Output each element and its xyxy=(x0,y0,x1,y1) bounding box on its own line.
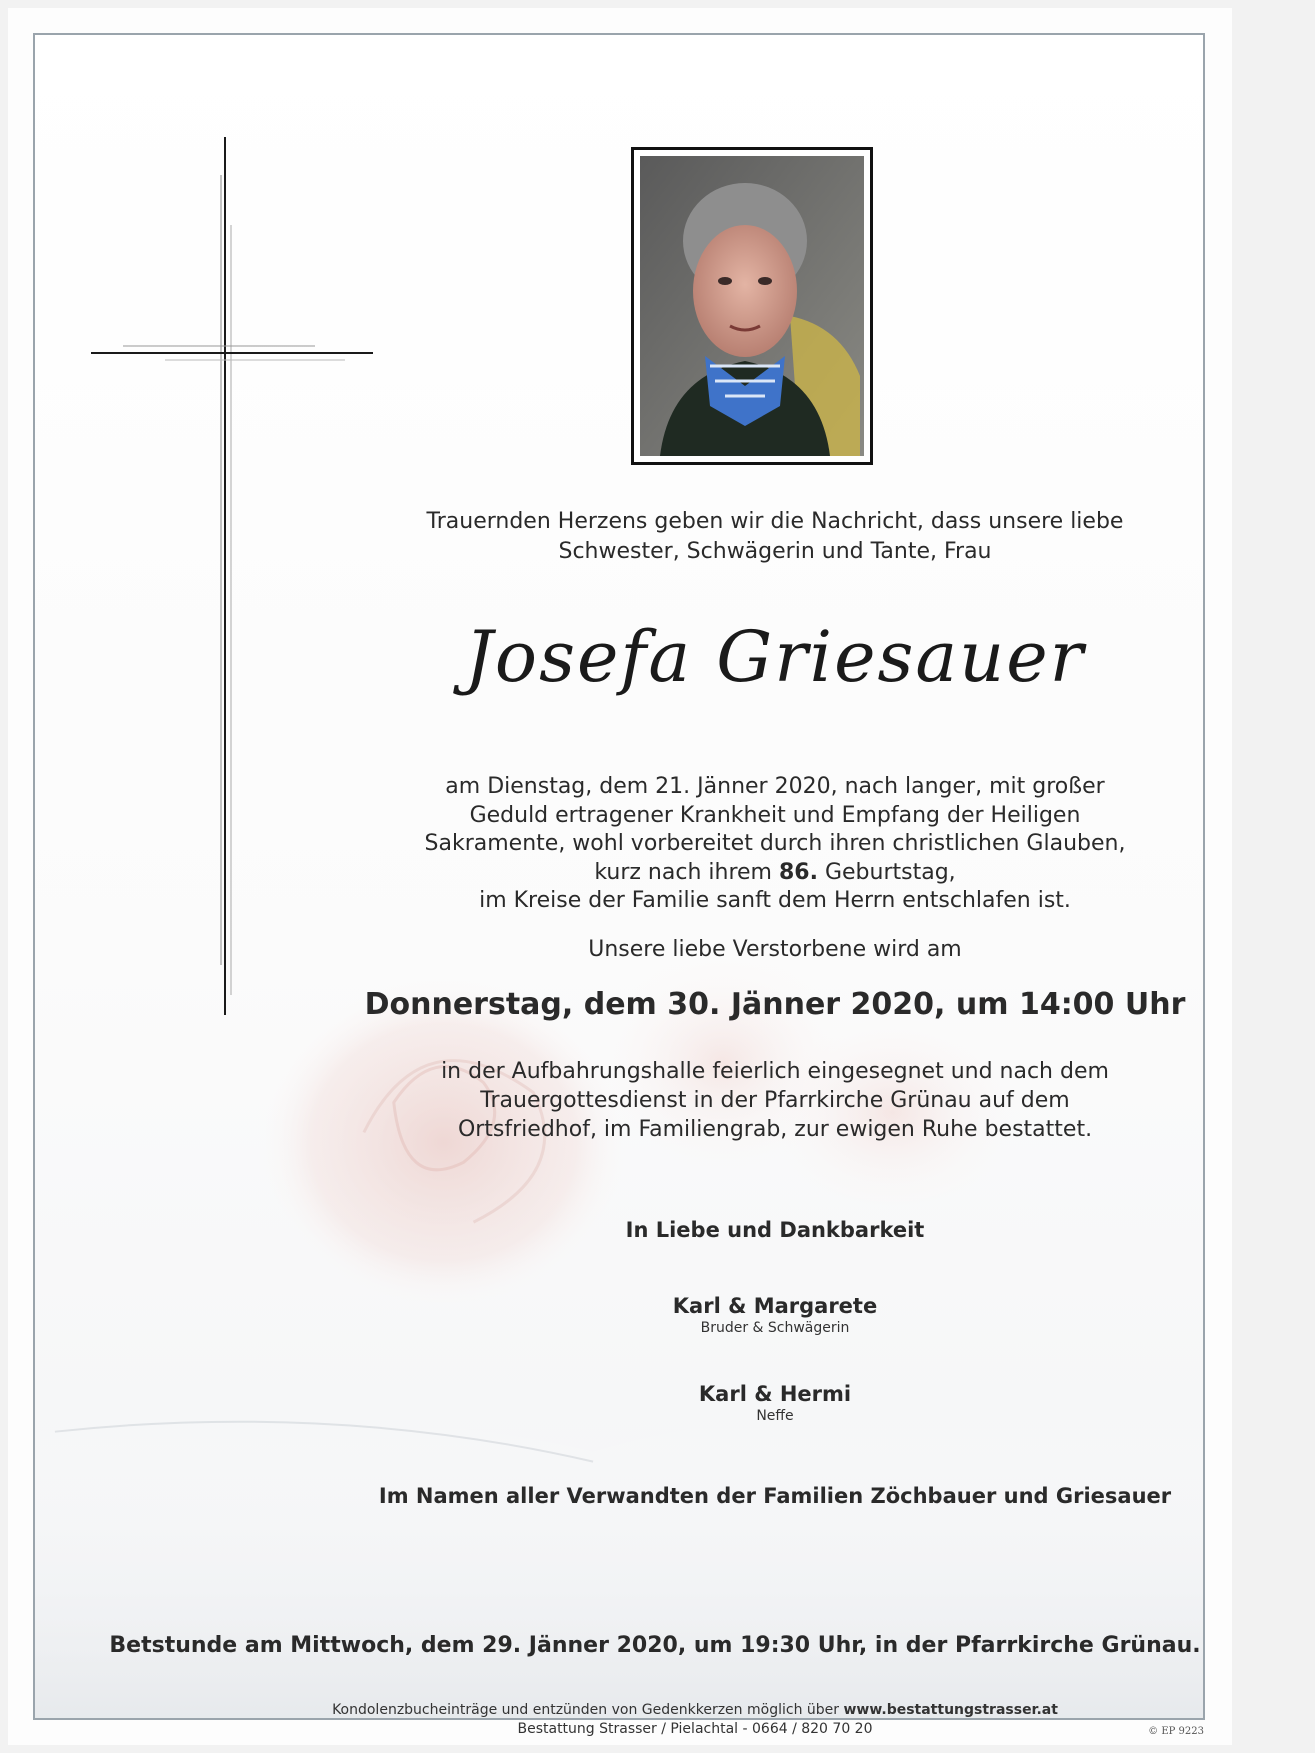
mourner-entry xyxy=(335,1381,1215,1425)
obituary-sheet xyxy=(8,8,1232,1745)
portrait-photo xyxy=(631,147,873,465)
ceremony-line: in der Aufbahrungshalle feierlich eingesegnet und nach dem xyxy=(441,1059,1109,1084)
footer-url-link[interactable]: www.bestattungstrasser.at xyxy=(843,1702,1058,1718)
print-code: © EP 9223 xyxy=(1148,1726,1204,1737)
prayer-hour-line: Betstunde am Mittwoch, dem 29. Jänner 2020, um 19:30 Uhr, in der Pfarrkirche Grünau. xyxy=(109,1633,1201,1658)
details-line: im Kreise der Familie sanft dem Herrn entschlafen ist. xyxy=(479,888,1071,913)
intro-line: Schwester, Schwägerin und Tante, Frau xyxy=(558,539,992,564)
details-line: am Dienstag, dem 21. Jänner 2020, nach langer, mit großer xyxy=(445,774,1105,799)
funeral-date: Donnerstag, dem 30. Jänner 2020, um 14:00 Uhr xyxy=(364,987,1186,1022)
details-line: Geduld ertragener Krankheit und Empfang der Heiligen xyxy=(469,802,1081,828)
mourner-name: Karl & Hermi xyxy=(698,1382,852,1406)
portrait-image xyxy=(640,156,864,456)
footer-line: Bestattung Strasser / Pielachtal - 0664 / 820 70 20 xyxy=(517,1721,873,1737)
ceremony-line: Ortsfriedhof, im Familiengrab, zur ewigen Ruhe bestattet. xyxy=(457,1117,1093,1142)
intro-line: Trauernden Herzens geben wir die Nachricht, dass unsere liebe xyxy=(426,509,1124,534)
mourner-name: Karl & Margarete xyxy=(672,1294,878,1318)
details-text: kurz nach ihrem xyxy=(594,859,779,885)
deceased-name: Josefa Griesauer xyxy=(464,616,1086,698)
footer-line xyxy=(235,1701,1155,1720)
mourner-relation: Neffe xyxy=(756,1408,794,1424)
announce-text: Unsere liebe Verstorbene wird am xyxy=(588,937,962,962)
ceremony-text xyxy=(335,1057,1215,1144)
age-value: 86. xyxy=(778,859,818,885)
death-details xyxy=(335,773,1215,916)
mourner-entry xyxy=(335,1293,1215,1337)
details-text: Geburtstag, xyxy=(817,859,956,885)
closing-text: In Liebe und Dankbarkeit xyxy=(625,1218,925,1242)
relatives-line: Im Namen aller Verwandten der Familien Zöchbauer und Griesauer xyxy=(378,1484,1172,1508)
intro-text xyxy=(335,507,1215,567)
ceremony-line: Trauergottesdienst in der Pfarrkirche Grünau auf dem xyxy=(480,1088,1070,1113)
footer-text: Kondolenzbucheinträge und entzünden von Gedenkkerzen möglich über xyxy=(332,1702,844,1718)
details-line xyxy=(335,859,1215,888)
mourner-relation: Bruder & Schwägerin xyxy=(700,1320,850,1336)
details-line: Sakramente, wohl vorbereitet durch ihren christlichen Glauben, xyxy=(424,831,1126,856)
footer xyxy=(235,1701,1155,1739)
